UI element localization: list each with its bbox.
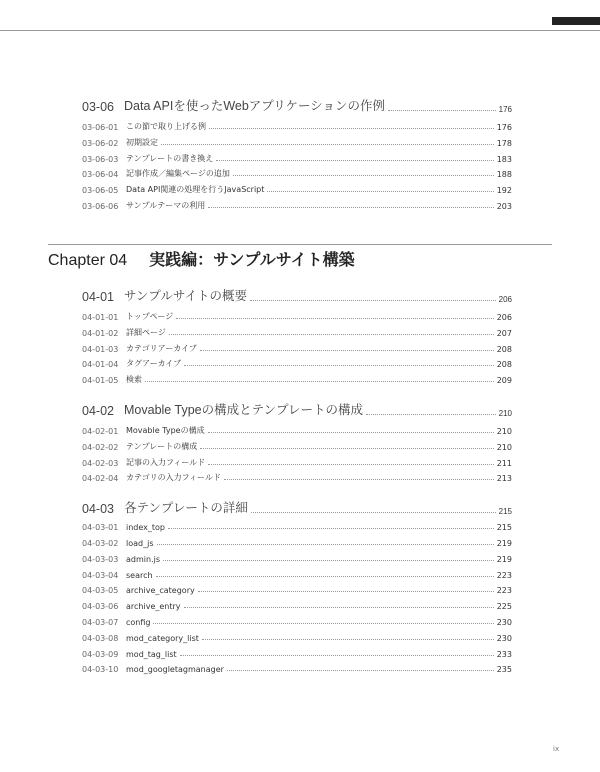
subsection-page-number: 178 xyxy=(496,138,512,148)
section-entry xyxy=(82,96,512,114)
subsection-leader xyxy=(163,560,494,561)
subsection-page-number: 225 xyxy=(496,602,512,612)
subsection-title: index_top xyxy=(126,523,165,533)
subsection-number: 03-06-01 xyxy=(82,123,119,132)
subsection-page-number: 203 xyxy=(496,202,512,211)
subsection-leader xyxy=(200,448,493,449)
subsection-title: 記事作成／編集ページの追加 xyxy=(126,169,230,179)
page-folio: ix xyxy=(553,745,560,753)
subsection-number: 04-01-02 xyxy=(82,328,119,338)
page-corner-tab xyxy=(552,17,600,25)
subsection-page-number: 235 xyxy=(496,665,512,675)
subsection-title: サンプルテーマの利用 xyxy=(126,201,206,210)
subsection-page-number: 230 xyxy=(496,633,512,643)
subsection-number: 04-03-08 xyxy=(82,633,119,643)
subsection-title: タグアーカイブ xyxy=(126,359,182,369)
subsection-number: 04-03-09 xyxy=(82,649,119,659)
subsection-page-number: 207 xyxy=(496,328,512,338)
subsection-entry xyxy=(82,343,512,354)
subsection-title: トップページ xyxy=(126,312,174,321)
subsection-title: 詳細ページ xyxy=(126,327,166,337)
section-number: 04-01 xyxy=(82,290,114,304)
section-page-number: 206 xyxy=(498,295,512,304)
section-entry xyxy=(82,400,512,418)
subsection-entry xyxy=(82,327,512,338)
subsection-number: 03-06-04 xyxy=(82,170,119,180)
section-leader xyxy=(250,300,496,301)
subsection-page-number: 206 xyxy=(496,313,512,322)
subsection-leader xyxy=(233,175,494,176)
section-title: サンプルサイトの概要 xyxy=(124,289,248,303)
subsection-leader xyxy=(184,365,494,366)
subsection-number: 04-03-03 xyxy=(82,554,119,564)
subsection-entry xyxy=(82,555,512,564)
subsection-page-number: 233 xyxy=(496,649,512,659)
subsection-title: config xyxy=(126,618,151,627)
subsection-entry xyxy=(82,539,512,548)
subsection-title: 検索 xyxy=(126,375,142,385)
subsection-leader xyxy=(169,334,494,335)
subsection-number: 03-06-02 xyxy=(82,138,119,148)
subsection-number: 04-03-10 xyxy=(82,665,119,675)
section-page-number: 176 xyxy=(498,105,512,114)
subsection-page-number: 223 xyxy=(496,570,512,580)
subsection-entry xyxy=(82,311,512,322)
subsection-leader xyxy=(198,591,494,592)
subsection-entry xyxy=(82,200,512,211)
subsection-page-number: 210 xyxy=(496,427,512,436)
section-entry xyxy=(82,498,512,516)
subsection-page-number: 230 xyxy=(496,618,512,627)
subsection-leader xyxy=(157,544,494,545)
subsection-title: admin.js xyxy=(126,554,160,564)
section-title: Movable Typeの構成とテンプレートの構成 xyxy=(124,403,363,417)
subsection-page-number: 210 xyxy=(496,442,512,452)
subsection-leader xyxy=(176,318,493,319)
subsection-page-number: 211 xyxy=(496,458,512,468)
subsection-page-number: 219 xyxy=(496,554,512,564)
subsection-title: カテゴリアーカイブ xyxy=(126,343,197,353)
subsection-title: search xyxy=(126,570,153,580)
subsection-number: 04-01-01 xyxy=(82,313,119,322)
subsection-page-number: 192 xyxy=(496,186,512,196)
section-number: 03-06 xyxy=(82,100,114,114)
subsection-title: Movable Typeの構成 xyxy=(126,426,205,435)
subsection-entry xyxy=(82,121,512,132)
subsection-entry xyxy=(82,168,512,179)
chapter-rule xyxy=(48,244,552,245)
section-leader xyxy=(388,110,496,111)
subsection-page-number: 208 xyxy=(496,344,512,354)
subsection-leader xyxy=(200,350,494,351)
subsection-number: 04-02-03 xyxy=(82,458,119,468)
subsection-leader xyxy=(208,464,494,465)
subsection-title: mod_googletagmanager xyxy=(126,665,224,675)
subsection-entry xyxy=(82,618,512,627)
subsection-entry xyxy=(82,425,512,436)
subsection-number: 04-02-04 xyxy=(82,474,119,484)
subsection-entry xyxy=(82,374,512,385)
chapter-number: Chapter 04 xyxy=(48,252,128,269)
subsection-title: archive_category xyxy=(126,586,195,596)
subsection-entry xyxy=(82,523,512,532)
subsection-entry xyxy=(82,665,512,674)
section-leader xyxy=(366,414,496,415)
subsection-entry xyxy=(82,571,512,580)
subsection-entry xyxy=(82,457,512,468)
subsection-page-number: 208 xyxy=(496,360,512,370)
section-page-number: 210 xyxy=(498,409,512,418)
subsection-leader xyxy=(202,639,494,640)
header-rule xyxy=(0,30,600,31)
subsection-entry xyxy=(82,650,512,659)
subsection-page-number: 215 xyxy=(496,523,512,533)
subsection-number: 03-06-05 xyxy=(82,186,119,196)
chapter-title: 実践編：サンプルサイト構築 xyxy=(149,252,355,269)
subsection-entry xyxy=(82,472,512,483)
subsection-leader xyxy=(227,670,494,671)
subsection-entry xyxy=(82,137,512,148)
subsection-number: 04-01-05 xyxy=(82,376,119,386)
subsection-title: load_js xyxy=(126,539,154,548)
subsection-leader xyxy=(267,191,493,192)
subsection-number: 04-03-02 xyxy=(82,539,119,548)
subsection-title: カテゴリの入力フィールド xyxy=(126,473,221,483)
subsection-entry xyxy=(82,358,512,369)
subsection-title: テンプレートの書き換え xyxy=(126,153,214,163)
subsection-number: 03-06-03 xyxy=(82,154,119,164)
subsection-page-number: 219 xyxy=(496,539,512,548)
section-number: 04-02 xyxy=(82,404,114,418)
subsection-page-number: 176 xyxy=(496,123,512,132)
subsection-leader xyxy=(208,432,494,433)
subsection-number: 04-03-06 xyxy=(82,602,119,612)
section-entry xyxy=(82,286,512,304)
section-leader xyxy=(251,512,496,513)
subsection-entry xyxy=(82,586,512,595)
subsection-page-number: 183 xyxy=(496,154,512,164)
subsection-leader xyxy=(153,623,493,624)
subsection-title: この節で取り上げる例 xyxy=(126,122,206,131)
subsection-page-number: 213 xyxy=(496,474,512,484)
subsection-entry xyxy=(82,184,512,195)
subsection-leader xyxy=(161,144,494,145)
subsection-leader xyxy=(145,381,494,382)
subsection-leader xyxy=(208,207,493,208)
subsection-number: 04-03-07 xyxy=(82,618,119,627)
subsection-leader xyxy=(216,160,493,161)
section-title: Data APIを使ったWebアプリケーションの作例 xyxy=(124,99,386,113)
section-title: 各テンプレートの詳細 xyxy=(124,501,248,516)
subsection-entry xyxy=(82,602,512,611)
section-page-number: 215 xyxy=(498,507,512,517)
subsection-title: archive_entry xyxy=(126,602,181,612)
section-number: 04-03 xyxy=(82,502,114,517)
subsection-leader xyxy=(224,479,494,480)
subsection-leader xyxy=(180,655,494,656)
subsection-title: mod_tag_list xyxy=(126,649,177,659)
chapter-heading xyxy=(48,247,355,270)
subsection-number: 04-01-03 xyxy=(82,344,119,354)
subsection-number: 03-06-06 xyxy=(82,202,119,211)
subsection-number: 04-03-05 xyxy=(82,586,119,596)
subsection-number: 04-01-04 xyxy=(82,360,119,370)
subsection-leader xyxy=(168,528,494,529)
subsection-title: テンプレートの構成 xyxy=(126,441,198,451)
subsection-leader xyxy=(184,607,494,608)
subsection-leader xyxy=(209,128,494,129)
subsection-entry xyxy=(82,441,512,452)
subsection-entry xyxy=(82,153,512,164)
subsection-leader xyxy=(156,576,494,577)
subsection-number: 04-03-01 xyxy=(82,523,119,533)
subsection-title: mod_category_list xyxy=(126,633,199,643)
subsection-title: 記事の入力フィールド xyxy=(126,457,206,467)
subsection-title: Data API関連の処理を行うJavaScript xyxy=(126,185,265,195)
subsection-entry xyxy=(82,634,512,643)
subsection-page-number: 223 xyxy=(496,586,512,596)
subsection-page-number: 209 xyxy=(496,376,512,386)
subsection-page-number: 188 xyxy=(496,170,512,180)
subsection-number: 04-02-01 xyxy=(82,427,119,436)
subsection-number: 04-02-02 xyxy=(82,442,119,452)
subsection-title: 初期設定 xyxy=(126,137,158,147)
subsection-number: 04-03-04 xyxy=(82,570,119,580)
